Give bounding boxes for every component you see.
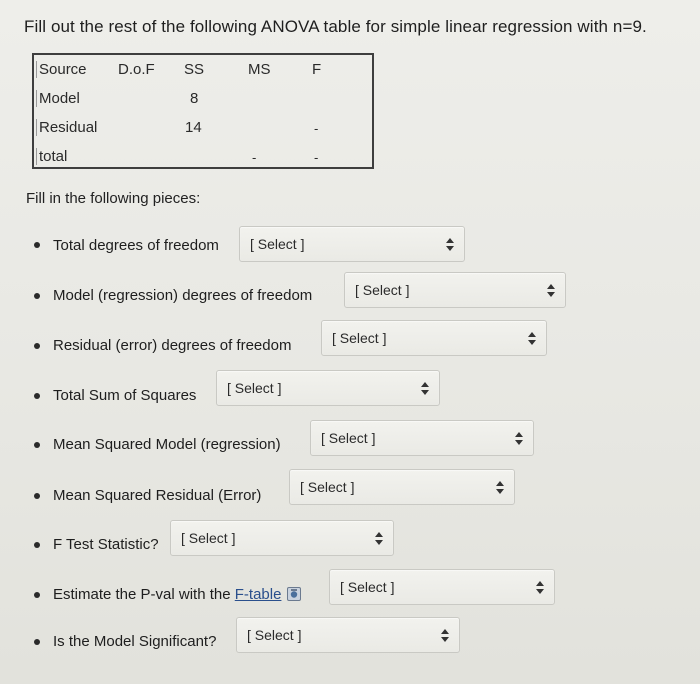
select-text: [ Select ] xyxy=(321,430,376,446)
select-arrows-icon xyxy=(446,238,454,251)
select-arrows-icon xyxy=(421,382,429,395)
bullet xyxy=(34,542,40,548)
bullet xyxy=(34,242,40,248)
header-ss: SS xyxy=(184,61,205,78)
row-total-ms: - xyxy=(252,150,257,165)
item-label-pval xyxy=(53,586,301,603)
select-text: [ Select ] xyxy=(227,380,282,396)
bullet xyxy=(34,293,40,299)
f-table-link[interactable]: F-table xyxy=(234,586,282,603)
row-residual-f: - xyxy=(314,121,319,136)
bullet xyxy=(34,393,40,399)
select-f-stat[interactable] xyxy=(170,520,394,556)
bullet xyxy=(34,442,40,448)
row-model-source: Model xyxy=(36,90,80,107)
select-arrows-icon xyxy=(375,532,383,545)
item-label-total-ss: Total Sum of Squares xyxy=(53,387,197,404)
item-label-total-dof: Total degrees of freedom xyxy=(53,237,219,254)
select-arrows-icon xyxy=(536,581,544,594)
row-residual-source: Residual xyxy=(36,119,97,136)
header-dof: D.o.F xyxy=(118,61,155,78)
anova-table xyxy=(32,53,374,169)
select-significant[interactable] xyxy=(236,617,460,653)
item-label-f-stat: F Test Statistic? xyxy=(53,536,159,553)
item-label-ms-residual: Mean Squared Residual (Error) xyxy=(53,487,262,504)
image-icon[interactable] xyxy=(287,587,301,601)
select-arrows-icon xyxy=(515,432,523,445)
bullet xyxy=(34,639,40,645)
select-total-dof[interactable] xyxy=(239,226,465,262)
item-label-ms-model: Mean Squared Model (regression) xyxy=(53,436,281,453)
row-model-ss: 8 xyxy=(190,90,199,107)
select-text: [ Select ] xyxy=(340,579,395,595)
header-ms: MS xyxy=(248,61,271,78)
select-pval[interactable] xyxy=(329,569,555,605)
select-total-ss[interactable] xyxy=(216,370,440,406)
select-text: [ Select ] xyxy=(300,479,355,495)
item-label-residual-dof: Residual (error) degrees of freedom xyxy=(53,337,292,354)
bullet xyxy=(34,493,40,499)
question-title: Fill out the rest of the following ANOVA table for simple linear regression with n=9. xyxy=(24,17,647,36)
select-text: [ Select ] xyxy=(181,530,236,546)
header-source: Source xyxy=(36,61,87,78)
row-total-f: - xyxy=(314,150,319,165)
select-arrows-icon xyxy=(547,284,555,297)
row-total-source: total xyxy=(36,148,67,165)
select-model-dof[interactable] xyxy=(344,272,566,308)
select-arrows-icon xyxy=(496,481,504,494)
row-residual-ss: 14 xyxy=(185,119,202,136)
instructions: Fill in the following pieces: xyxy=(26,190,201,207)
select-text: [ Select ] xyxy=(250,236,305,252)
select-text: [ Select ] xyxy=(332,330,387,346)
item-label-model-dof: Model (regression) degrees of freedom xyxy=(53,287,313,304)
select-text: [ Select ] xyxy=(355,282,410,298)
select-arrows-icon xyxy=(441,629,449,642)
item-label-significant: Is the Model Significant? xyxy=(53,633,217,650)
bullet xyxy=(34,343,40,349)
header-f: F xyxy=(312,61,322,78)
bullet xyxy=(34,592,40,598)
item-label-pval-text: Estimate the P-val with the xyxy=(53,586,235,603)
select-residual-dof[interactable] xyxy=(321,320,547,356)
select-ms-model[interactable] xyxy=(310,420,534,456)
select-arrows-icon xyxy=(528,332,536,345)
select-ms-residual[interactable] xyxy=(289,469,515,505)
select-text: [ Select ] xyxy=(247,627,302,643)
